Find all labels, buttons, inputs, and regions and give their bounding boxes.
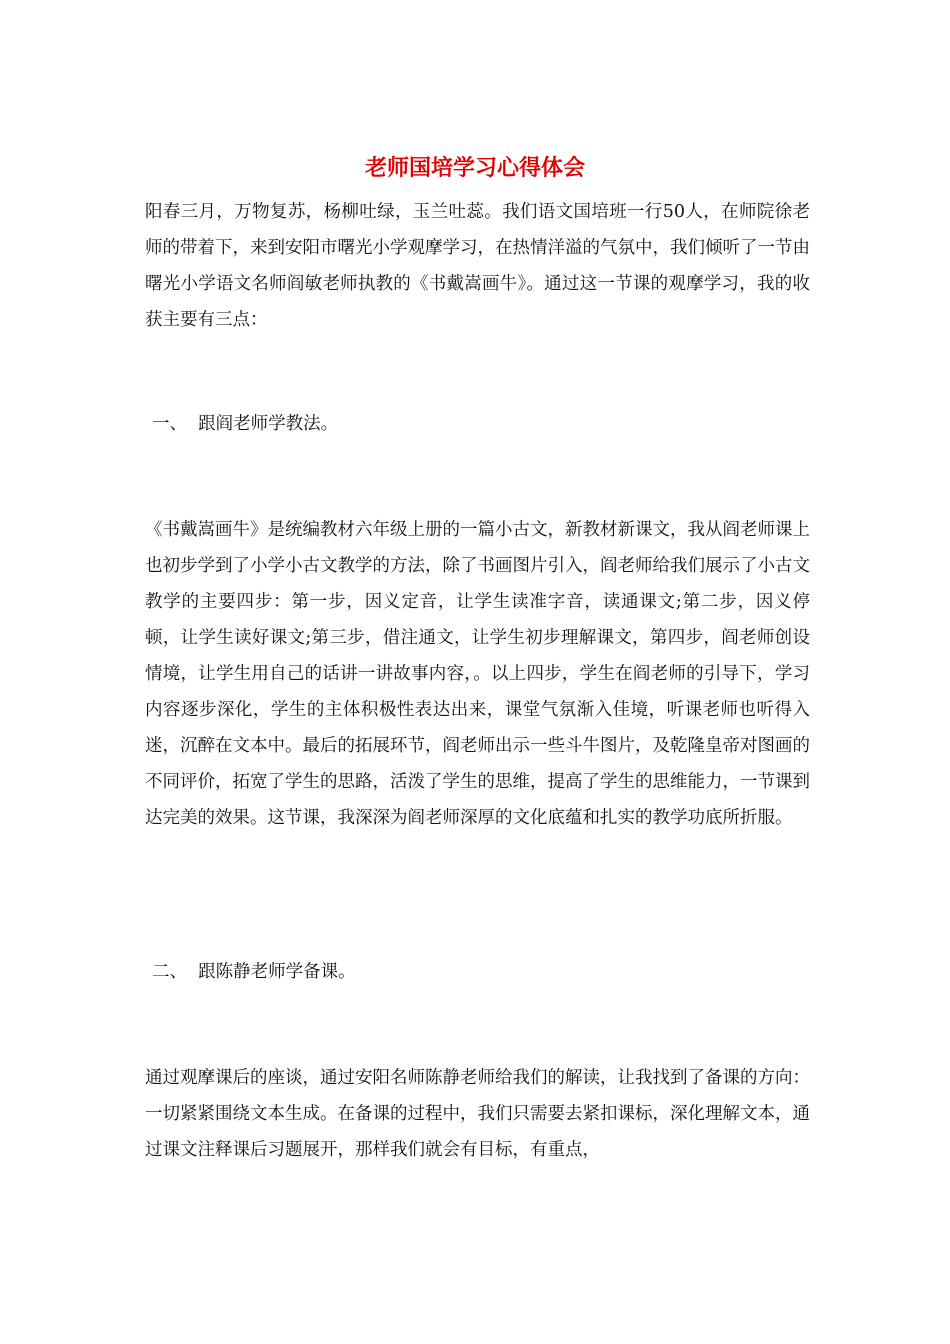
section-2-paragraph: 通过观摩课后的座谈，通过安阳名师陈静老师给我们的解读，让我找到了备课的方向：一切紧紧围绕文本生成。在备课的过程中，我们只需要去紧扣课标，深化理解文本，通过课文注释课后习题展开，那样我们就会有目标，有重点， — [145, 1068, 810, 1160]
section-1-paragraph: 《书戴嵩画牛》是统编教材六年级上册的一篇小古文，新教材新课文，我从阎老师课上也初步学到了小学小古文教学的方法，除了书画图片引入，阎老师给我们展示了小古文教学的主要四步：第一步，因义定音，让学生读准字音，读通课文;第二步，因义停顿，让学生读好课文;第三步，借注通文，让学生初步理解课文，第四步，阎老师创设情境，让学生用自己的话讲一讲故事内容，。以上四步，学生在阎老师的引导下，学习内容逐步深化，学生的主体积极性表达出来，课堂气氛渐入佳境，听课老师也听得入迷，沉醉在文本中。最后的拓展环节，阎老师出示一些斗牛图片，及乾隆皇帝对图画的不同评价，拓宽了学生的思路，活泼了学生的思维，提高了学生的思维能力，一节课到达完美的效果。这节课，我深深为阎老师深厚的文化底蕴和扎实的教学功底所折服。 — [145, 520, 810, 828]
intro-paragraph: 阳春三月，万物复苏，杨柳吐绿，玉兰吐蕊。我们语文国培班一行50人，在师院徐老师的带着下，来到安阳市曙光小学观摩学习，在热情洋溢的气氛中，我们倾听了一节由曙光小学语文名师阎敏老师执教的《书戴嵩画牛》。通过这一节课的观摩学习，我的收获主要有三点： — [145, 202, 810, 330]
document-title: 老师国培学习心得体会 — [364, 155, 585, 181]
section-1-heading: 一、 跟阎老师学教法。 — [152, 414, 339, 434]
section-2-heading: 二、 跟陈静老师学备课。 — [152, 962, 356, 982]
